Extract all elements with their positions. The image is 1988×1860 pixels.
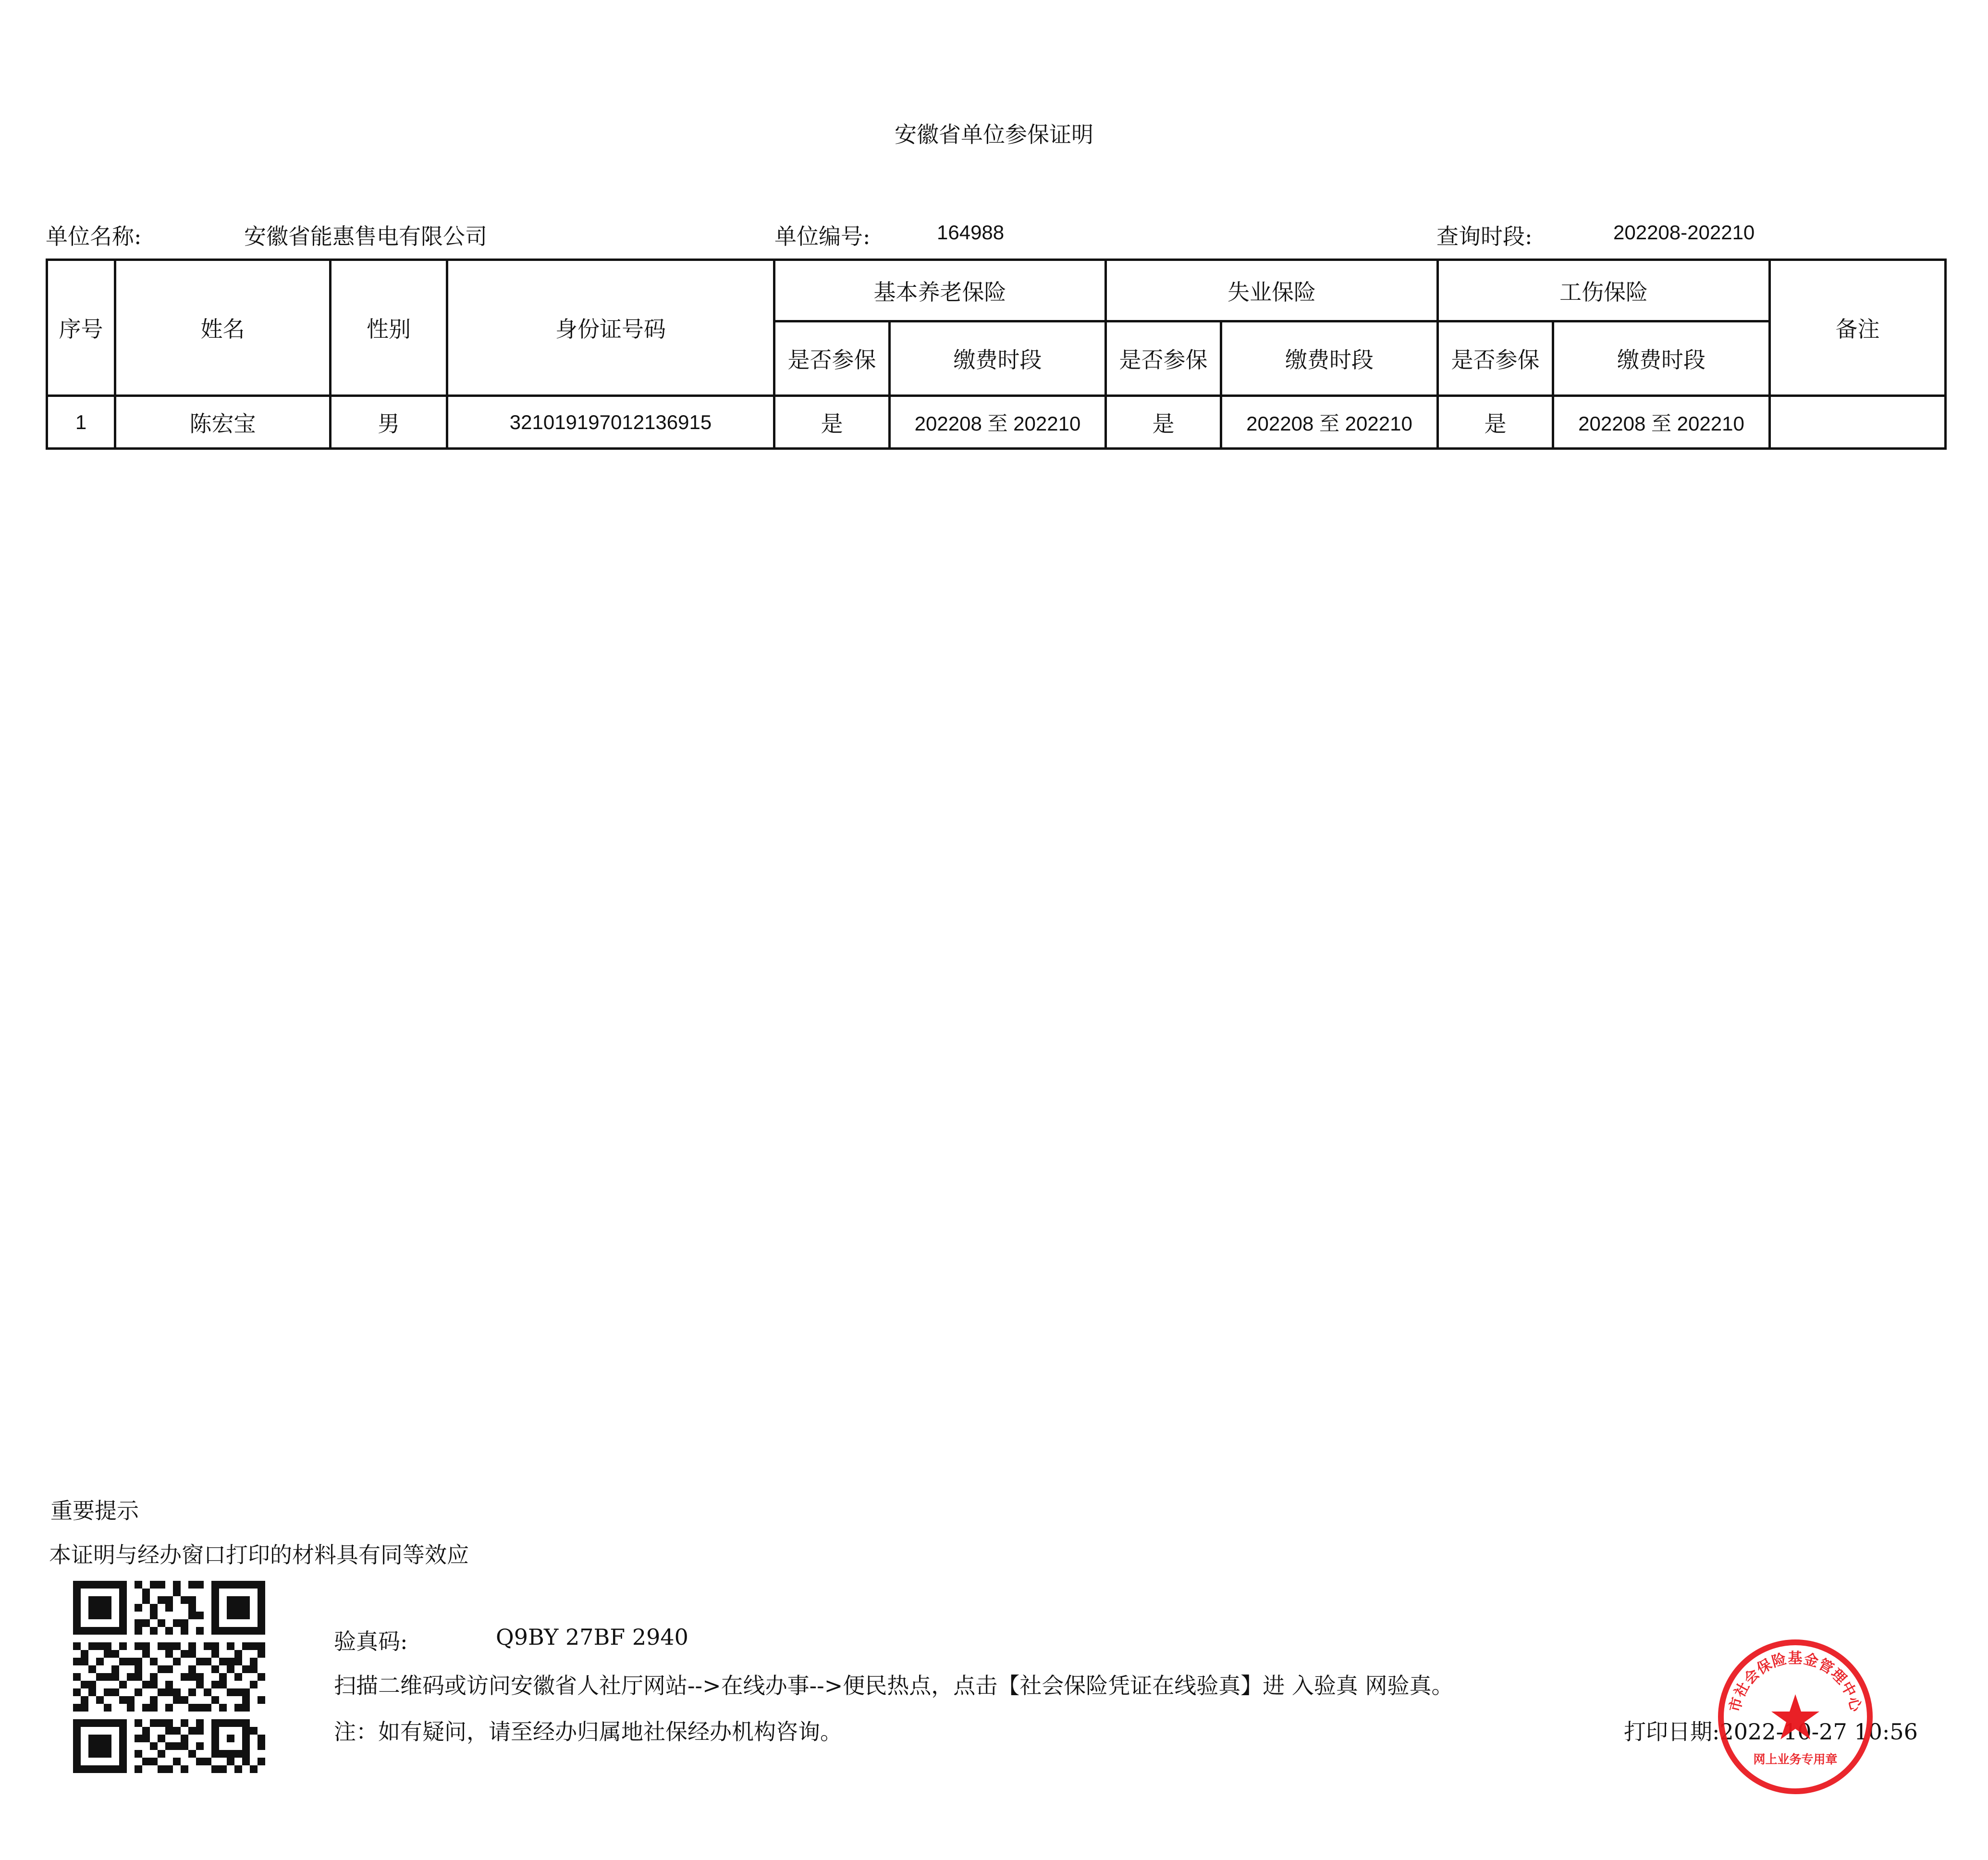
verify-code-label: 验真码: — [334, 1628, 408, 1654]
header-unemployment-period: 缴费时段 — [1221, 321, 1438, 396]
query-period-label: 查询时段: — [1436, 223, 1533, 249]
inquiry-note: 注：如有疑问，请至经办归属地社保经办机构咨询。 — [334, 1719, 842, 1745]
document-title: 安徽省单位参保证明 — [895, 122, 1093, 148]
verify-code: Q9BY 27BF 2940 — [496, 1624, 688, 1650]
notice-title: 重要提示 — [50, 1498, 139, 1524]
query-period: 202208-202210 — [1613, 221, 1755, 244]
cell-injury-period: 202208 至 202210 — [1553, 396, 1770, 449]
header-injury-period: 缴费时段 — [1553, 321, 1770, 396]
notice-text: 本证明与经办窗口打印的材料具有同等效应 — [49, 1542, 469, 1568]
cell-pension-period: 202208 至 202210 — [890, 396, 1106, 449]
cell-injury-insured: 是 — [1438, 396, 1553, 449]
unit-name-label: 单位名称: — [46, 223, 142, 249]
header-injury-insured: 是否参保 — [1438, 321, 1553, 396]
seal-top-text: 市社会保险基金管理中心 — [1726, 1650, 1865, 1714]
cell-seq: 1 — [47, 396, 115, 449]
cell-id-number: 321019197012136915 — [447, 396, 774, 449]
unit-name: 安徽省能惠售电有限公司 — [244, 223, 487, 249]
table-row — [47, 396, 1946, 449]
seal-bottom-text: 网上业务专用章 — [1753, 1752, 1838, 1766]
cell-unemployment-period: 202208 至 202210 — [1221, 396, 1438, 449]
insurance-table — [46, 259, 1947, 450]
cell-pension-insured: 是 — [774, 396, 890, 449]
header-unemployment-insured: 是否参保 — [1106, 321, 1221, 396]
print-date: 2022-10-27 10:56 — [1719, 1719, 1918, 1745]
header-pension-insured: 是否参保 — [774, 321, 890, 396]
cell-unemployment-insured: 是 — [1106, 396, 1221, 449]
cell-gender: 男 — [331, 396, 447, 449]
header-name: 姓名 — [115, 260, 331, 396]
header-unemployment: 失业保险 — [1106, 260, 1438, 321]
print-date-label: 打印日期: — [1624, 1719, 1720, 1745]
cell-remark — [1770, 396, 1946, 449]
qr-code-icon — [73, 1581, 265, 1773]
scan-instructions: 扫描二维码或访问安徽省人社厅网站-->在线办事-->便民热点，点击【社会保险凭证在线验真】进 入验真 网验真。 — [334, 1673, 1454, 1699]
unit-code-label: 单位编号: — [774, 223, 871, 249]
official-seal-stamp — [1716, 1638, 1875, 1796]
cell-name: 陈宏宝 — [115, 396, 331, 449]
header-remark: 备注 — [1770, 260, 1946, 396]
header-gender: 性别 — [331, 260, 447, 396]
header-seq: 序号 — [47, 260, 115, 396]
header-injury: 工伤保险 — [1438, 260, 1770, 321]
seal-star-icon — [1771, 1694, 1819, 1739]
header-id-number: 身份证号码 — [447, 260, 774, 396]
table-header-row — [47, 260, 1946, 321]
header-pension-period: 缴费时段 — [890, 321, 1106, 396]
header-pension: 基本养老保险 — [774, 260, 1106, 321]
unit-code: 164988 — [937, 221, 1005, 244]
